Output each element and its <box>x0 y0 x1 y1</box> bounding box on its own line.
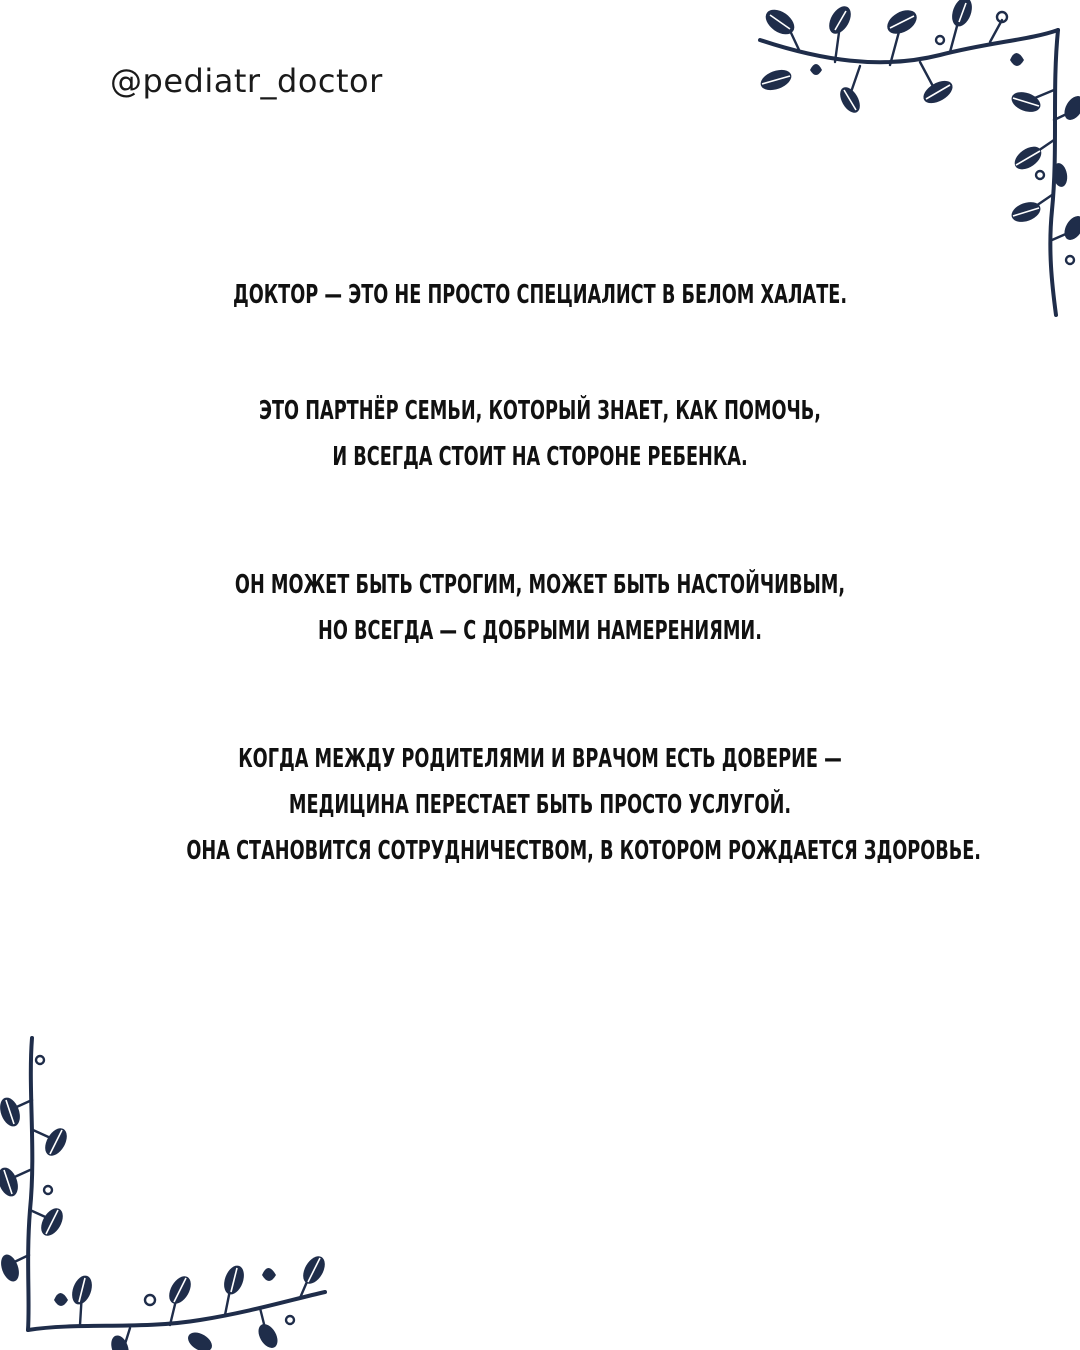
paragraph-4-line-2: МЕДИЦИНА ПЕРЕСТАЕТ БЫТЬ ПРОСТО УСЛУГОЙ. <box>288 790 792 820</box>
paragraph-1 <box>186 272 893 318</box>
paragraph-2 <box>186 388 893 480</box>
paragraph-3-line-1: ОН МОЖЕТ БЫТЬ СТРОГИМ, МОЖЕТ БЫТЬ НАСТОЙЧИВЫМ, <box>234 570 846 600</box>
account-handle: @pediatr_doctor <box>110 62 383 100</box>
floral-corner-bottom-left-icon <box>0 1030 340 1350</box>
paragraph-2-line-2: И ВСЕГДА СТОИТ НА СТОРОНЕ РЕБЕНКА. <box>332 442 748 472</box>
paragraph-1-line-1: ДОКТОР — ЭТО НЕ ПРОСТО СПЕЦИАЛИСТ В БЕЛОМ ХАЛАТЕ. <box>232 280 848 310</box>
paragraph-3 <box>186 562 893 654</box>
paragraph-3-line-2: НО ВСЕГДА — С ДОБРЫМИ НАМЕРЕНИЯМИ. <box>318 616 762 646</box>
paragraph-4 <box>186 736 982 874</box>
paragraph-4-line-3: ОНА СТАНОВИТСЯ СОТРУДНИЧЕСТВОМ, В КОТОРОМ РОЖДАЕТСЯ ЗДОРОВЬЕ. <box>186 836 982 866</box>
paragraph-2-line-1: ЭТО ПАРТНЁР СЕМЬИ, КОТОРЫЙ ЗНАЕТ, КАК ПОМОЧЬ, <box>258 396 822 426</box>
paragraph-4-line-1: КОГДА МЕЖДУ РОДИТЕЛЯМИ И ВРАЧОМ ЕСТЬ ДОВЕРИЕ — <box>238 744 842 774</box>
